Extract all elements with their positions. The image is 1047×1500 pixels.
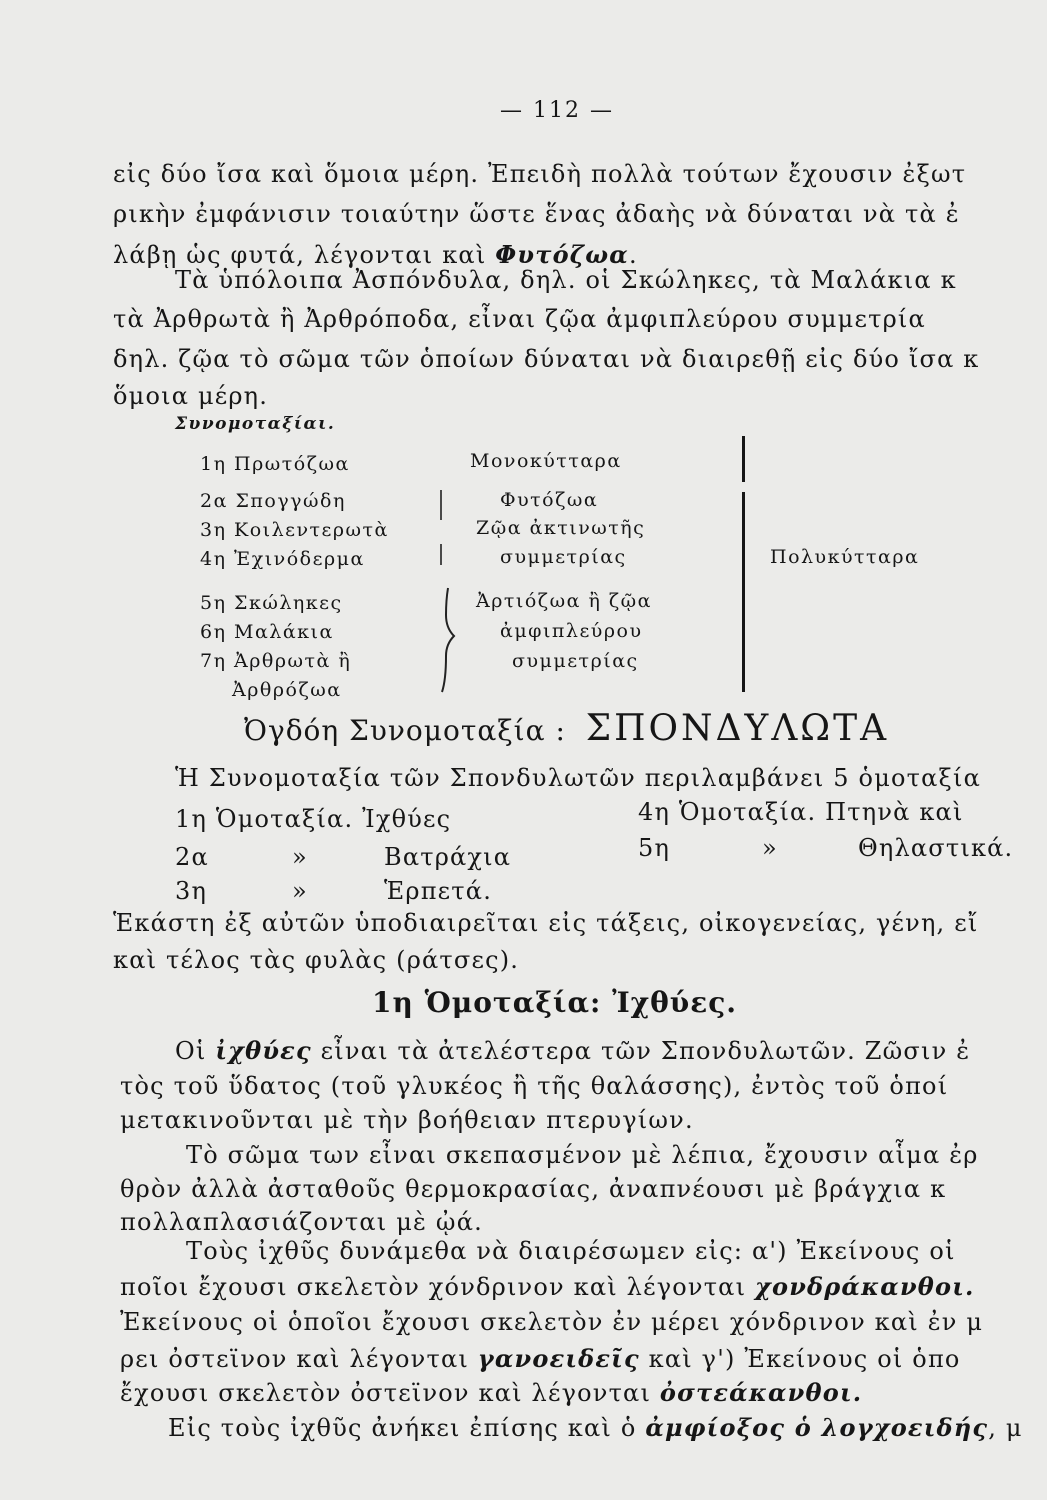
table-cell: Πολυκύτταρα [770,546,920,568]
table-cell: Φυτόζωα [500,489,599,511]
class-item: 4η Ὁμοταξία. Πτηνὰ καὶ [638,798,964,826]
text-line [120,1378,862,1407]
text-line: Τὰ ὑπόλοιπα Ἀσπόνδυλα, δηλ. οἱ Σκώληκες, τὰ Μαλάκια κ [175,266,957,294]
table-row: 5η Σκώληκες [200,592,343,614]
class-item: Θηλαστικά. [858,834,1014,862]
text-span: Οἱ [175,1037,216,1065]
text-span: λάβῃ ὡς φυτά, λέγονται καὶ [113,241,496,269]
text-line [120,1344,961,1373]
heading-title: ΣΠΟΝΔΥΛΩΤΑ [585,708,890,749]
table-row: 2α Σπογγώδη [200,490,346,512]
text-span: ποῖοι ἔχουσι σκελετὸν χόνδρινον καὶ λέγονται [120,1273,756,1301]
class-item: 2α [175,843,209,871]
emphasis-term: ἀμφίοξος ὁ λογχοειδής [645,1413,989,1442]
page-number: — 112 — [500,98,614,123]
text-span: ρει ὀστεϊνον καὶ λέγονται [120,1345,478,1373]
table-cell: ἀμφιπλεύρου [500,620,643,642]
table-cell: συμμετρίας [512,650,639,672]
text-line: πολλαπλασιάζονται μὲ ᾠά. [120,1208,483,1236]
section-heading [244,708,889,749]
brace-large [442,588,454,692]
heading-prefix: Ὀγδόη Συνομοταξία : [244,714,566,747]
class-item: Βατράχια [384,843,512,871]
text-span: καὶ γ') Ἐκείνους οἱ ὁπο [639,1345,961,1373]
table-row: 6η Μαλάκια [200,621,334,643]
column-divider [742,492,745,692]
text-line: ὅμοια μέρη. [113,382,269,410]
text-line: εἰς δύο ἴσα καὶ ὅμοια μέρη. Ἐπειδὴ πολλὰ τούτων ἔχουσιν ἐξωτ [113,160,967,188]
ditto-mark: » [292,877,308,905]
text-line [175,1036,970,1065]
class-item: 1η Ὁμοταξία. Ἰχθύες [175,805,452,833]
ditto-mark: » [292,843,308,871]
emphasis-term: ἰχθύες [215,1036,312,1065]
text-line: καὶ τέλος τὰς φυλὰς (ράτσες). [113,946,520,974]
text-line: Ἐκείνους οἱ ὁποῖοι ἔχουσι σκελετὸν ἐν μέρει χόνδρινον καὶ ἐν μ [120,1308,984,1336]
text-line [120,1272,975,1301]
text-span: εἶναι τὰ ἀτελέστερα τῶν Σπονδυλωτῶν. Ζῶσιν ἐ [311,1037,971,1065]
table-cell: συμμετρίας [500,546,627,568]
text-span: ἔχουσι σκελετὸν ὀστεϊνον καὶ λέγονται [120,1379,660,1407]
text-line: δηλ. ζῷα τὸ σῶμα τῶν ὁποίων δύναται νὰ διαιρεθῇ εἰς δύο ἴσα κ [113,345,980,373]
table-cell: Ἀρτιόζωα ἢ ζῷα [476,590,652,612]
text-line: θρὸν ἀλλὰ ἀσταθοῦς θερμοκρασίας, ἀναπνέουσι μὲ βράγχια κ [120,1175,947,1203]
text-line: Τὸ σῶμα των εἶναι σκεπασμένον μὲ λέπια, ἔχουσιν αἷμα ἐρ [186,1141,979,1169]
table-cell: Μονοκύτταρα [470,450,622,472]
text-line: Τοὺς ἰχθῦς δυνάμεθα νὰ διαιρέσωμεν εἰς: α') Ἐκείνους οἱ [186,1237,956,1265]
text-span: . [628,241,638,269]
text-line: Ἡ Συνομοταξία τῶν Σπονδυλωτῶν περιλαμβάνει 5 ὁμοταξία [175,764,981,792]
text-span: , μ [988,1414,1023,1442]
emphasis-term: γανοειδεῖς [477,1344,640,1373]
table-cell: Ζῷα ἀκτινωτῆς [476,517,646,539]
class-item: 3η [175,877,208,905]
ditto-mark: » [762,834,778,862]
class-item: 5η [638,834,671,862]
emphasis-term: Φυτόζωα [495,240,629,269]
emphasis-term: ὀστεάκανθοι. [659,1378,863,1407]
text-line: τὰ Ἀρθρωτὰ ἢ Ἀρθρόποδα, εἶναι ζῷα ἀμφιπλεύρου συμμετρία [113,305,926,333]
table-row: 3η Κοιλεντερωτὰ [200,519,389,541]
text-line: ρικὴν ἐμφάνισιν τοιαύτην ὥστε ἕνας ἀδαὴς νὰ δύναται νὰ τὰ ἐ [113,200,960,228]
emphasis-term: χονδράκανθοι. [755,1272,975,1301]
text-line: Ἑκάστη ἐξ αὐτῶν ὑποδιαιρεῖται εἰς τάξεις, οἰκογενείας, γένη, εἴ [113,909,979,937]
text-line [168,1413,1023,1442]
text-line: μετακινοῦνται μὲ τὴν βοήθειαν πτερυγίων. [120,1106,694,1134]
text-span: Εἰς τοὺς ἰχθῦς ἀνήκει ἐπίσης καὶ ὁ [168,1414,646,1442]
table-row: Ἀρθρόζωα [232,679,342,701]
column-divider [742,436,745,482]
table-row: 7η Ἀρθρωτὰ ἢ [200,650,352,672]
subsection-heading: 1η Ὁμοταξία: Ἰχθύες. [372,986,738,1019]
table-row: 1η Πρωτόζωα [200,453,350,475]
table-heading: Συνομοταξίαι. [175,414,336,434]
text-line: τὸς τοῦ ὕδατος (τοῦ γλυκέος ἢ τῆς θαλάσσης), ἐντὸς τοῦ ὁποί [120,1072,949,1100]
table-row: 4η Ἐχινόδερμα [200,548,365,570]
class-item: Ἑρπετά. [384,877,493,905]
